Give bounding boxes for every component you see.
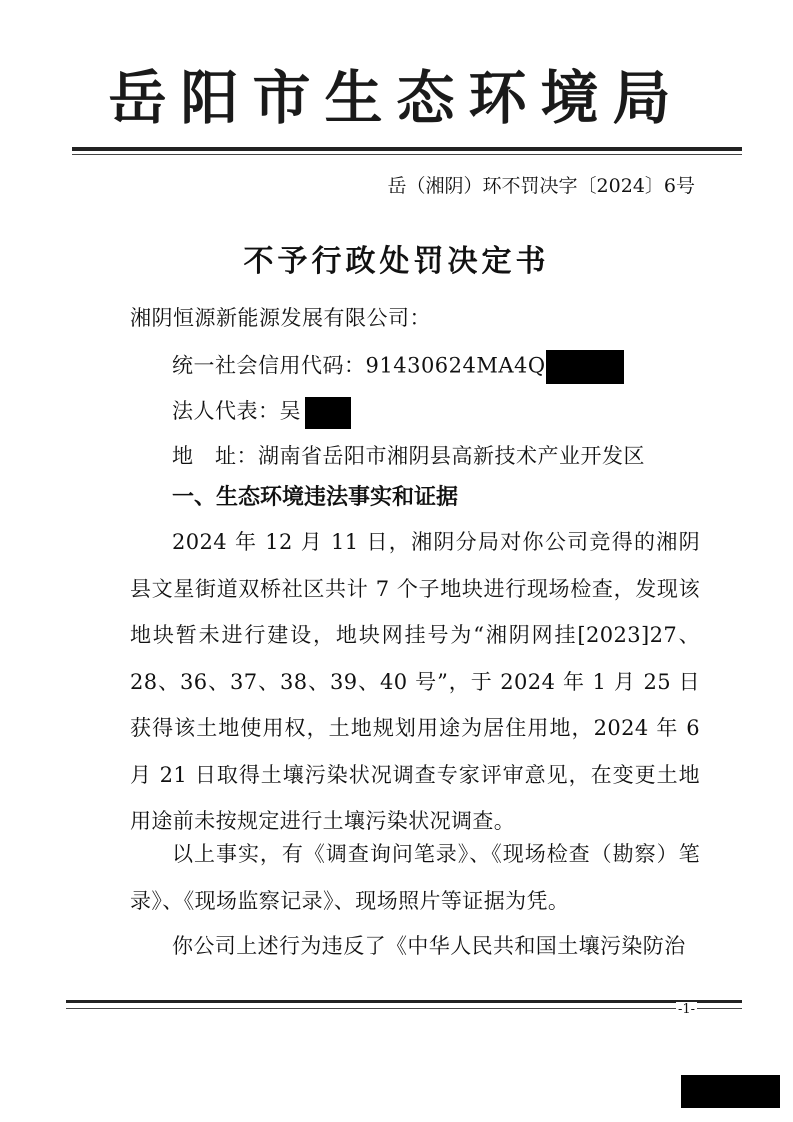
header-rule-thin	[72, 154, 742, 155]
address-value: 湖南省岳阳市湘阴县高新技术产业开发区	[258, 444, 645, 468]
redaction-box	[546, 350, 624, 384]
credit-code-value: 91430624MA4Q	[365, 353, 546, 378]
document-title: 不予行政处罚决定书	[243, 244, 550, 279]
page-number: -1-	[678, 1002, 696, 1017]
redaction-box	[681, 1075, 780, 1108]
address-line	[172, 441, 645, 471]
header-rule-thick	[72, 147, 742, 151]
agency-letterhead: 岳阳市生态环境局	[108, 64, 685, 132]
recipient-company: 湘阴恒源新能源发展有限公司：	[130, 306, 431, 330]
legal-rep-label: 法人代表：	[172, 399, 280, 423]
section-heading: 一、生态环境违法事实和证据	[172, 485, 459, 510]
document-number: 岳（湘阴）环不罚决字〔2024〕6号	[387, 175, 695, 197]
legal-rep-value: 吴	[279, 399, 301, 423]
footer-rule-thin	[66, 1008, 742, 1009]
address-label: 地 址：	[172, 444, 258, 468]
credit-code-line	[172, 350, 624, 384]
evidence-paragraph: 以上事实，有《调查询问笔录》、《现场检查（勘察）笔录》、《现场监察记录》、现场照片等证据为凭。	[130, 842, 700, 913]
footer-rule-thick	[66, 1000, 742, 1003]
violation-paragraph: 你公司上述行为违反了《中华人民共和国土壤污染防治	[172, 934, 686, 958]
credit-code-label: 统一社会信用代码：	[172, 353, 366, 378]
legal-rep-line	[172, 396, 351, 429]
redaction-box	[305, 397, 351, 429]
facts-paragraph: 2024 年 12 月 11 日，湘阴分局对你公司竞得的湘阴县文星街道双桥社区共计 7 个子地块进行现场检查，发现该地块暂未进行建设，地块网挂号为“湘阴网挂[2023]27、28、36、37、38、39、40 号”，于 2024 年 1 月 25 日获得该土地使用权，土地规划用途为居住用地，2024 年 6 月 21 日取得土壤污染状况调查专家评审意见，在变更土地用途前未按规定进行土壤污染状况调查。	[130, 530, 700, 833]
